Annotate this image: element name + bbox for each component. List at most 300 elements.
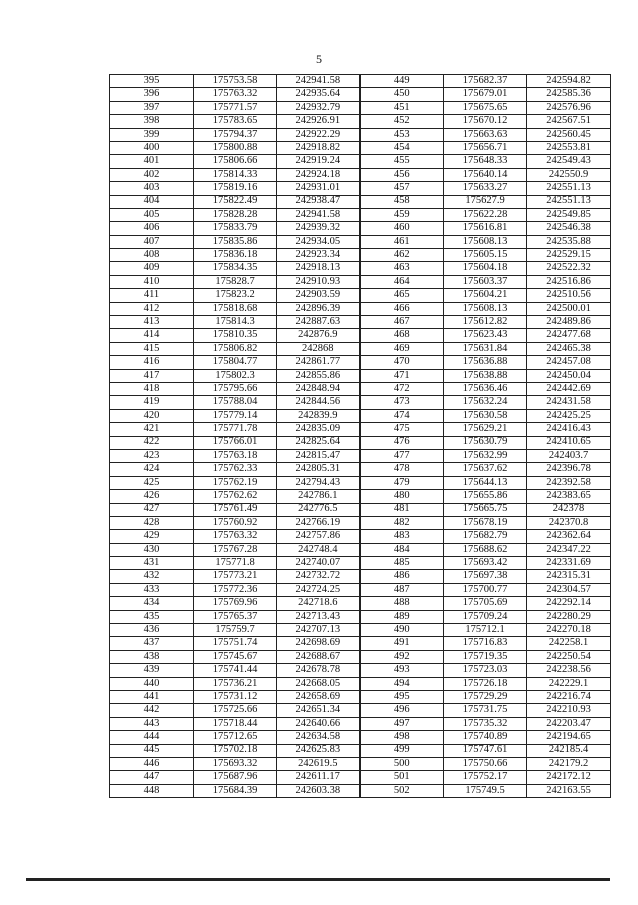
table-row <box>110 690 611 703</box>
cell-x-coordinate: 175810.35 <box>194 329 277 342</box>
cell-y-coordinate: 242270.18 <box>527 624 611 637</box>
cell-y-coordinate: 242500.01 <box>527 302 611 315</box>
cell-point-number: 457 <box>360 182 444 195</box>
cell-x-coordinate: 175627.9 <box>444 195 527 208</box>
cell-x-coordinate: 175604.18 <box>444 262 527 275</box>
table-row <box>110 222 611 235</box>
cell-x-coordinate: 175834.35 <box>194 262 277 275</box>
cell-y-coordinate: 242457.08 <box>527 356 611 369</box>
cell-x-coordinate: 175740.89 <box>444 731 527 744</box>
cell-y-coordinate: 242203.47 <box>527 717 611 730</box>
cell-point-number: 487 <box>360 583 444 596</box>
table-row <box>110 289 611 302</box>
cell-y-coordinate: 242551.13 <box>527 195 611 208</box>
cell-point-number: 491 <box>360 637 444 650</box>
cell-point-number: 447 <box>110 771 194 784</box>
cell-x-coordinate: 175631.84 <box>444 342 527 355</box>
table-row <box>110 757 611 770</box>
cell-x-coordinate: 175794.37 <box>194 128 277 141</box>
table-row <box>110 557 611 570</box>
cell-point-number: 423 <box>110 449 194 462</box>
cell-point-number: 461 <box>360 235 444 248</box>
cell-point-number: 489 <box>360 610 444 623</box>
cell-x-coordinate: 175763.32 <box>194 530 277 543</box>
table-row <box>110 543 611 556</box>
cell-y-coordinate: 242172.12 <box>527 771 611 784</box>
cell-point-number: 476 <box>360 436 444 449</box>
cell-y-coordinate: 242855.86 <box>277 369 360 382</box>
cell-y-coordinate: 242918.13 <box>277 262 360 275</box>
cell-x-coordinate: 175804.77 <box>194 356 277 369</box>
table-row <box>110 342 611 355</box>
cell-point-number: 402 <box>110 168 194 181</box>
cell-point-number: 435 <box>110 610 194 623</box>
cell-x-coordinate: 175767.28 <box>194 543 277 556</box>
cell-y-coordinate: 242549.85 <box>527 208 611 221</box>
cell-y-coordinate: 242688.67 <box>277 650 360 663</box>
cell-point-number: 456 <box>360 168 444 181</box>
table-row <box>110 650 611 663</box>
cell-x-coordinate: 175766.01 <box>194 436 277 449</box>
coordinates-table <box>109 74 611 798</box>
cell-x-coordinate: 175823.2 <box>194 289 277 302</box>
cell-x-coordinate: 175719.35 <box>444 650 527 663</box>
cell-y-coordinate: 242396.78 <box>527 463 611 476</box>
cell-point-number: 429 <box>110 530 194 543</box>
cell-point-number: 496 <box>360 704 444 717</box>
cell-x-coordinate: 175687.96 <box>194 771 277 784</box>
cell-y-coordinate: 242210.93 <box>527 704 611 717</box>
cell-x-coordinate: 175741.44 <box>194 664 277 677</box>
cell-x-coordinate: 175616.81 <box>444 222 527 235</box>
cell-point-number: 437 <box>110 637 194 650</box>
cell-point-number: 442 <box>110 704 194 717</box>
cell-x-coordinate: 175731.12 <box>194 690 277 703</box>
cell-point-number: 479 <box>360 476 444 489</box>
cell-point-number: 497 <box>360 717 444 730</box>
cell-x-coordinate: 175762.19 <box>194 476 277 489</box>
cell-x-coordinate: 175822.49 <box>194 195 277 208</box>
table-row <box>110 249 611 262</box>
cell-x-coordinate: 175795.66 <box>194 382 277 395</box>
cell-point-number: 460 <box>360 222 444 235</box>
cell-point-number: 440 <box>110 677 194 690</box>
cell-x-coordinate: 175762.62 <box>194 490 277 503</box>
cell-x-coordinate: 175835.86 <box>194 235 277 248</box>
cell-point-number: 426 <box>110 490 194 503</box>
cell-point-number: 408 <box>110 249 194 262</box>
cell-y-coordinate: 242926.91 <box>277 115 360 128</box>
cell-y-coordinate: 242619.5 <box>277 757 360 770</box>
cell-point-number: 422 <box>110 436 194 449</box>
cell-x-coordinate: 175800.88 <box>194 141 277 154</box>
cell-x-coordinate: 175612.82 <box>444 316 527 329</box>
cell-point-number: 409 <box>110 262 194 275</box>
cell-y-coordinate: 242304.57 <box>527 583 611 596</box>
cell-y-coordinate: 242678.78 <box>277 664 360 677</box>
cell-x-coordinate: 175828.7 <box>194 275 277 288</box>
table-row <box>110 436 611 449</box>
table-row <box>110 490 611 503</box>
cell-x-coordinate: 175771.57 <box>194 101 277 114</box>
cell-y-coordinate: 242378 <box>527 503 611 516</box>
cell-point-number: 471 <box>360 369 444 382</box>
cell-y-coordinate: 242848.94 <box>277 382 360 395</box>
cell-point-number: 469 <box>360 342 444 355</box>
cell-point-number: 450 <box>360 88 444 101</box>
cell-x-coordinate: 175716.83 <box>444 637 527 650</box>
cell-point-number: 421 <box>110 423 194 436</box>
cell-x-coordinate: 175788.04 <box>194 396 277 409</box>
cell-y-coordinate: 242551.13 <box>527 182 611 195</box>
cell-x-coordinate: 175682.79 <box>444 530 527 543</box>
cell-point-number: 405 <box>110 208 194 221</box>
cell-point-number: 399 <box>110 128 194 141</box>
cell-point-number: 432 <box>110 570 194 583</box>
cell-y-coordinate: 242844.56 <box>277 396 360 409</box>
cell-y-coordinate: 242250.54 <box>527 650 611 663</box>
cell-point-number: 415 <box>110 342 194 355</box>
cell-y-coordinate: 242634.58 <box>277 731 360 744</box>
cell-y-coordinate: 242370.8 <box>527 516 611 529</box>
cell-y-coordinate: 242776.5 <box>277 503 360 516</box>
cell-y-coordinate: 242896.39 <box>277 302 360 315</box>
cell-point-number: 416 <box>110 356 194 369</box>
table-row <box>110 664 611 677</box>
cell-point-number: 488 <box>360 597 444 610</box>
cell-y-coordinate: 242825.64 <box>277 436 360 449</box>
cell-y-coordinate: 242941.58 <box>277 75 360 88</box>
cell-point-number: 441 <box>110 690 194 703</box>
cell-point-number: 398 <box>110 115 194 128</box>
table-row <box>110 449 611 462</box>
cell-x-coordinate: 175629.21 <box>444 423 527 436</box>
cell-x-coordinate: 175705.69 <box>444 597 527 610</box>
cell-y-coordinate: 242903.59 <box>277 289 360 302</box>
cell-x-coordinate: 175814.3 <box>194 316 277 329</box>
cell-y-coordinate: 242331.69 <box>527 557 611 570</box>
cell-x-coordinate: 175806.82 <box>194 342 277 355</box>
table-row <box>110 784 611 797</box>
cell-y-coordinate: 242576.96 <box>527 101 611 114</box>
cell-point-number: 410 <box>110 275 194 288</box>
cell-point-number: 462 <box>360 249 444 262</box>
cell-point-number: 419 <box>110 396 194 409</box>
table-row <box>110 396 611 409</box>
table-row <box>110 570 611 583</box>
cell-x-coordinate: 175806.66 <box>194 155 277 168</box>
cell-x-coordinate: 175762.33 <box>194 463 277 476</box>
table-row <box>110 744 611 757</box>
cell-point-number: 411 <box>110 289 194 302</box>
cell-point-number: 396 <box>110 88 194 101</box>
cell-x-coordinate: 175749.5 <box>444 784 527 797</box>
cell-y-coordinate: 242740.07 <box>277 557 360 570</box>
cell-point-number: 458 <box>360 195 444 208</box>
cell-x-coordinate: 175633.27 <box>444 182 527 195</box>
cell-point-number: 492 <box>360 650 444 663</box>
cell-y-coordinate: 242546.38 <box>527 222 611 235</box>
cell-point-number: 501 <box>360 771 444 784</box>
cell-y-coordinate: 242918.82 <box>277 141 360 154</box>
cell-x-coordinate: 175678.19 <box>444 516 527 529</box>
cell-point-number: 472 <box>360 382 444 395</box>
cell-x-coordinate: 175648.33 <box>444 155 527 168</box>
cell-y-coordinate: 242786.1 <box>277 490 360 503</box>
cell-y-coordinate: 242934.05 <box>277 235 360 248</box>
cell-point-number: 418 <box>110 382 194 395</box>
cell-point-number: 403 <box>110 182 194 195</box>
cell-point-number: 404 <box>110 195 194 208</box>
cell-y-coordinate: 242919.24 <box>277 155 360 168</box>
cell-point-number: 464 <box>360 275 444 288</box>
cell-x-coordinate: 175604.21 <box>444 289 527 302</box>
cell-y-coordinate: 242179.2 <box>527 757 611 770</box>
cell-x-coordinate: 175736.21 <box>194 677 277 690</box>
cell-x-coordinate: 175630.79 <box>444 436 527 449</box>
cell-x-coordinate: 175745.67 <box>194 650 277 663</box>
cell-point-number: 484 <box>360 543 444 556</box>
cell-y-coordinate: 242935.64 <box>277 88 360 101</box>
cell-point-number: 438 <box>110 650 194 663</box>
cell-point-number: 445 <box>110 744 194 757</box>
table-row <box>110 771 611 784</box>
cell-y-coordinate: 242383.65 <box>527 490 611 503</box>
cell-y-coordinate: 242923.34 <box>277 249 360 262</box>
cell-x-coordinate: 175665.75 <box>444 503 527 516</box>
cell-x-coordinate: 175771.8 <box>194 557 277 570</box>
cell-x-coordinate: 175836.18 <box>194 249 277 262</box>
table-row <box>110 195 611 208</box>
cell-x-coordinate: 175636.88 <box>444 356 527 369</box>
cell-point-number: 412 <box>110 302 194 315</box>
table-row <box>110 704 611 717</box>
cell-y-coordinate: 242794.43 <box>277 476 360 489</box>
table-row <box>110 275 611 288</box>
cell-point-number: 420 <box>110 409 194 422</box>
cell-y-coordinate: 242585.36 <box>527 88 611 101</box>
cell-x-coordinate: 175833.79 <box>194 222 277 235</box>
cell-y-coordinate: 242425.25 <box>527 409 611 422</box>
cell-point-number: 486 <box>360 570 444 583</box>
cell-y-coordinate: 242910.93 <box>277 275 360 288</box>
cell-x-coordinate: 175670.12 <box>444 115 527 128</box>
cell-point-number: 414 <box>110 329 194 342</box>
cell-point-number: 431 <box>110 557 194 570</box>
cell-x-coordinate: 175679.01 <box>444 88 527 101</box>
cell-x-coordinate: 175753.58 <box>194 75 277 88</box>
table-row <box>110 369 611 382</box>
table-row <box>110 677 611 690</box>
table-row <box>110 503 611 516</box>
cell-point-number: 417 <box>110 369 194 382</box>
cell-y-coordinate: 242489.86 <box>527 316 611 329</box>
cell-x-coordinate: 175750.66 <box>444 757 527 770</box>
cell-y-coordinate: 242567.51 <box>527 115 611 128</box>
cell-point-number: 463 <box>360 262 444 275</box>
table-row <box>110 182 611 195</box>
cell-y-coordinate: 242362.64 <box>527 530 611 543</box>
cell-y-coordinate: 242163.55 <box>527 784 611 797</box>
cell-point-number: 451 <box>360 101 444 114</box>
cell-x-coordinate: 175638.88 <box>444 369 527 382</box>
cell-y-coordinate: 242835.09 <box>277 423 360 436</box>
table-row <box>110 141 611 154</box>
cell-y-coordinate: 242238.56 <box>527 664 611 677</box>
cell-y-coordinate: 242477.68 <box>527 329 611 342</box>
cell-y-coordinate: 242611.17 <box>277 771 360 784</box>
cell-y-coordinate: 242535.88 <box>527 235 611 248</box>
cell-y-coordinate: 242815.47 <box>277 449 360 462</box>
cell-y-coordinate: 242924.18 <box>277 168 360 181</box>
table-row <box>110 516 611 529</box>
cell-x-coordinate: 175693.42 <box>444 557 527 570</box>
cell-x-coordinate: 175731.75 <box>444 704 527 717</box>
cell-x-coordinate: 175759.7 <box>194 624 277 637</box>
cell-y-coordinate: 242939.32 <box>277 222 360 235</box>
cell-point-number: 490 <box>360 624 444 637</box>
cell-y-coordinate: 242732.72 <box>277 570 360 583</box>
cell-x-coordinate: 175608.13 <box>444 302 527 315</box>
cell-y-coordinate: 242516.86 <box>527 275 611 288</box>
cell-point-number: 466 <box>360 302 444 315</box>
table-row <box>110 637 611 650</box>
table-row <box>110 530 611 543</box>
cell-x-coordinate: 175709.24 <box>444 610 527 623</box>
cell-x-coordinate: 175675.65 <box>444 101 527 114</box>
table-row <box>110 316 611 329</box>
cell-x-coordinate: 175655.86 <box>444 490 527 503</box>
cell-point-number: 482 <box>360 516 444 529</box>
cell-x-coordinate: 175712.1 <box>444 624 527 637</box>
cell-y-coordinate: 242550.9 <box>527 168 611 181</box>
cell-y-coordinate: 242932.79 <box>277 101 360 114</box>
cell-x-coordinate: 175622.28 <box>444 208 527 221</box>
table-row <box>110 409 611 422</box>
cell-point-number: 444 <box>110 731 194 744</box>
cell-point-number: 406 <box>110 222 194 235</box>
cell-point-number: 395 <box>110 75 194 88</box>
cell-x-coordinate: 175700.77 <box>444 583 527 596</box>
cell-point-number: 481 <box>360 503 444 516</box>
cell-point-number: 485 <box>360 557 444 570</box>
cell-x-coordinate: 175725.66 <box>194 704 277 717</box>
table-row <box>110 302 611 315</box>
coordinates-table-body <box>110 75 611 798</box>
cell-y-coordinate: 242553.81 <box>527 141 611 154</box>
cell-point-number: 499 <box>360 744 444 757</box>
cell-point-number: 493 <box>360 664 444 677</box>
cell-y-coordinate: 242292.14 <box>527 597 611 610</box>
cell-point-number: 446 <box>110 757 194 770</box>
cell-x-coordinate: 175712.65 <box>194 731 277 744</box>
table-row <box>110 128 611 141</box>
cell-x-coordinate: 175783.65 <box>194 115 277 128</box>
table-row <box>110 717 611 730</box>
cell-x-coordinate: 175802.3 <box>194 369 277 382</box>
cell-point-number: 452 <box>360 115 444 128</box>
cell-point-number: 454 <box>360 141 444 154</box>
cell-point-number: 436 <box>110 624 194 637</box>
table-row <box>110 208 611 221</box>
cell-x-coordinate: 175818.68 <box>194 302 277 315</box>
table-row <box>110 382 611 395</box>
table-row <box>110 88 611 101</box>
cell-y-coordinate: 242442.69 <box>527 382 611 395</box>
cell-x-coordinate: 175623.43 <box>444 329 527 342</box>
cell-y-coordinate: 242718.6 <box>277 597 360 610</box>
cell-y-coordinate: 242549.43 <box>527 155 611 168</box>
cell-y-coordinate: 242887.63 <box>277 316 360 329</box>
cell-x-coordinate: 175688.62 <box>444 543 527 556</box>
cell-y-coordinate: 242594.82 <box>527 75 611 88</box>
cell-y-coordinate: 242229.1 <box>527 677 611 690</box>
cell-x-coordinate: 175632.99 <box>444 449 527 462</box>
cell-y-coordinate: 242431.58 <box>527 396 611 409</box>
cell-x-coordinate: 175682.37 <box>444 75 527 88</box>
cell-y-coordinate: 242280.29 <box>527 610 611 623</box>
cell-y-coordinate: 242668.05 <box>277 677 360 690</box>
cell-x-coordinate: 175636.46 <box>444 382 527 395</box>
cell-y-coordinate: 242922.29 <box>277 128 360 141</box>
cell-x-coordinate: 175763.32 <box>194 88 277 101</box>
cell-y-coordinate: 242938.47 <box>277 195 360 208</box>
cell-point-number: 494 <box>360 677 444 690</box>
footer-divider <box>26 878 610 881</box>
cell-x-coordinate: 175751.74 <box>194 637 277 650</box>
table-row <box>110 329 611 342</box>
table-row <box>110 624 611 637</box>
cell-y-coordinate: 242416.43 <box>527 423 611 436</box>
cell-y-coordinate: 242258.1 <box>527 637 611 650</box>
cell-y-coordinate: 242510.56 <box>527 289 611 302</box>
cell-point-number: 473 <box>360 396 444 409</box>
cell-y-coordinate: 242640.66 <box>277 717 360 730</box>
table-row <box>110 168 611 181</box>
cell-point-number: 465 <box>360 289 444 302</box>
table-row <box>110 597 611 610</box>
cell-y-coordinate: 242757.86 <box>277 530 360 543</box>
cell-x-coordinate: 175828.28 <box>194 208 277 221</box>
cell-x-coordinate: 175771.78 <box>194 423 277 436</box>
cell-y-coordinate: 242603.38 <box>277 784 360 797</box>
cell-x-coordinate: 175702.18 <box>194 744 277 757</box>
cell-y-coordinate: 242347.22 <box>527 543 611 556</box>
cell-y-coordinate: 242625.83 <box>277 744 360 757</box>
table-row <box>110 731 611 744</box>
cell-y-coordinate: 242185.4 <box>527 744 611 757</box>
cell-y-coordinate: 242805.31 <box>277 463 360 476</box>
cell-point-number: 443 <box>110 717 194 730</box>
cell-x-coordinate: 175656.71 <box>444 141 527 154</box>
cell-point-number: 459 <box>360 208 444 221</box>
cell-y-coordinate: 242658.69 <box>277 690 360 703</box>
cell-y-coordinate: 242410.65 <box>527 436 611 449</box>
cell-point-number: 427 <box>110 503 194 516</box>
cell-x-coordinate: 175729.29 <box>444 690 527 703</box>
cell-y-coordinate: 242861.77 <box>277 356 360 369</box>
cell-x-coordinate: 175718.44 <box>194 717 277 730</box>
cell-point-number: 433 <box>110 583 194 596</box>
cell-x-coordinate: 175819.16 <box>194 182 277 195</box>
table-row <box>110 423 611 436</box>
table-row <box>110 262 611 275</box>
cell-y-coordinate: 242465.38 <box>527 342 611 355</box>
cell-point-number: 397 <box>110 101 194 114</box>
cell-point-number: 467 <box>360 316 444 329</box>
cell-y-coordinate: 242403.7 <box>527 449 611 462</box>
cell-point-number: 449 <box>360 75 444 88</box>
